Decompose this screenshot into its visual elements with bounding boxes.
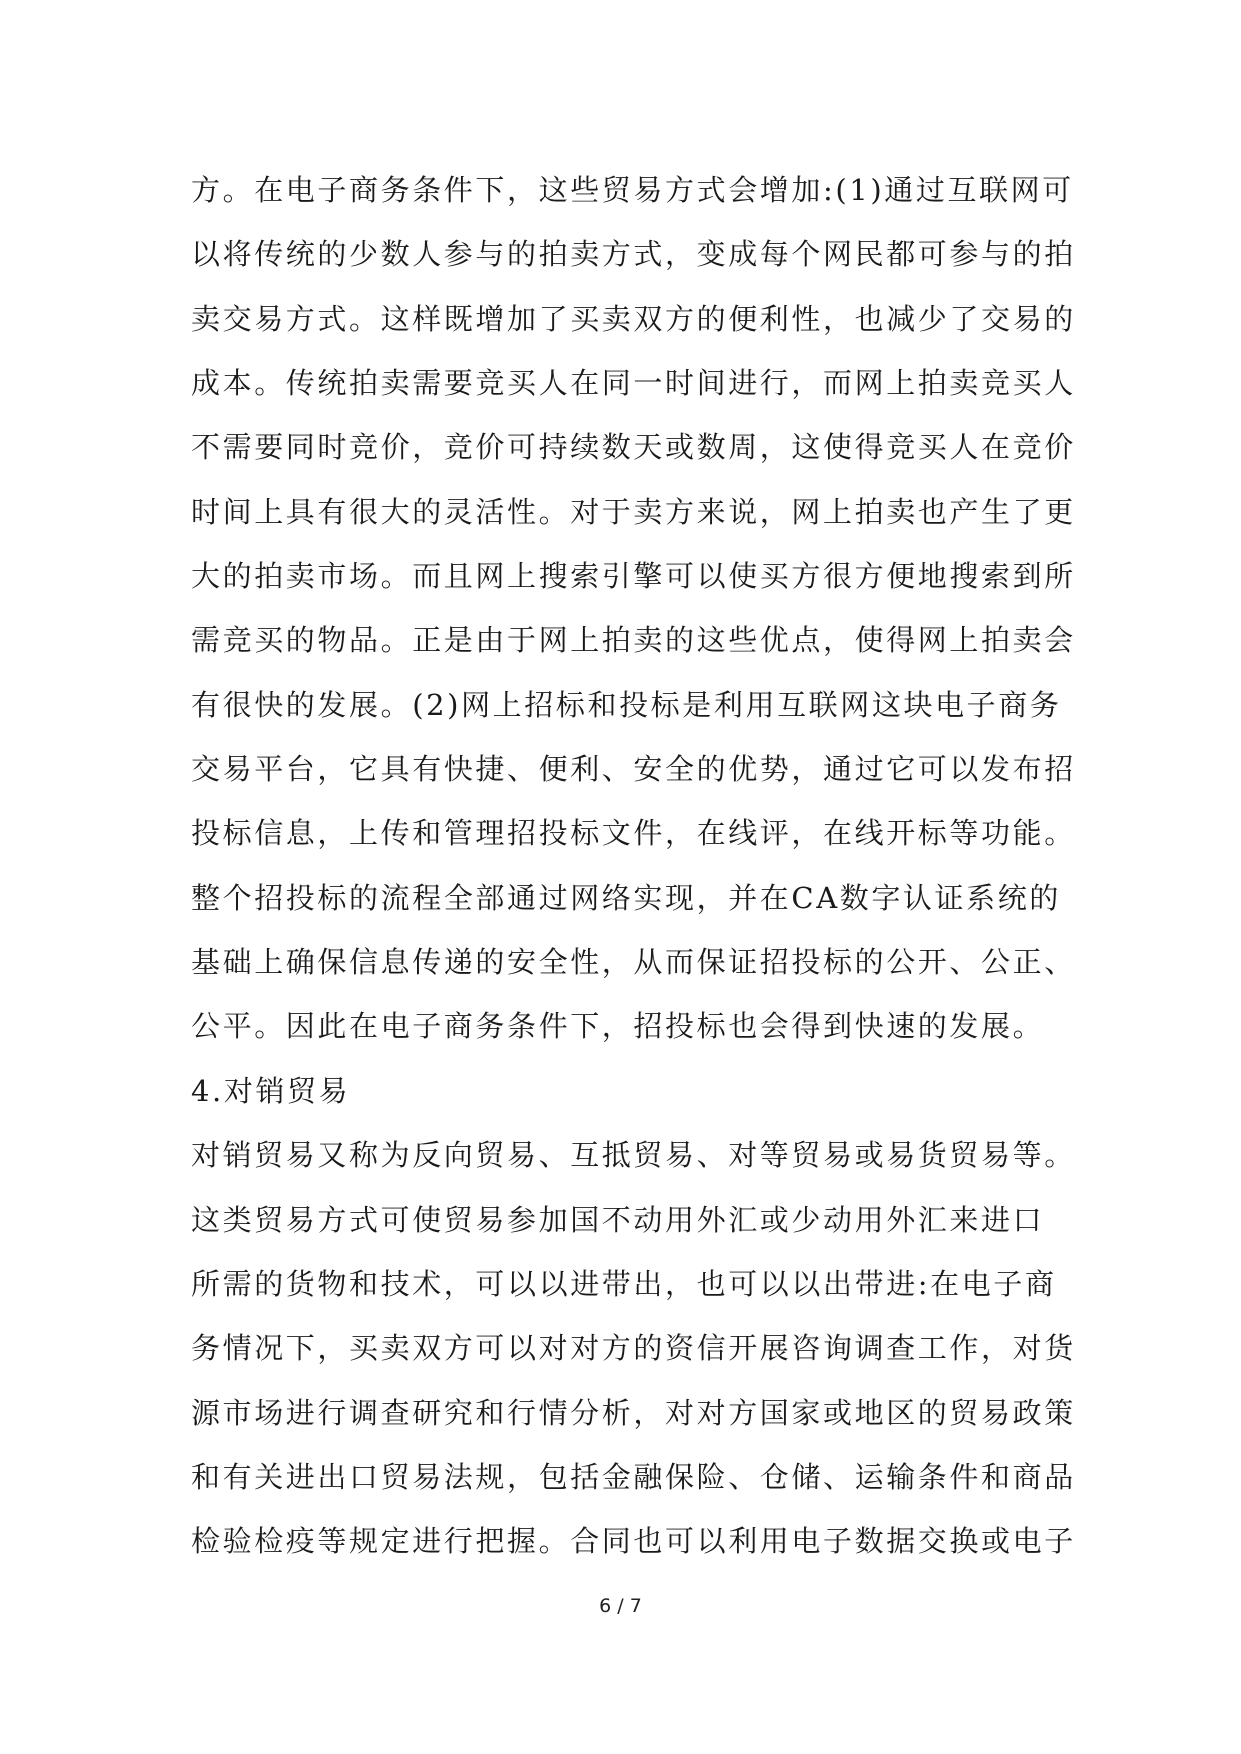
text-line: 检验检疫等规定进行把握。合同也可以利用电子数据交换或电子 — [191, 1524, 1076, 1559]
text-line: 整个招投标的流程全部通过网络实现，并在CA数字认证系统的 — [191, 880, 1061, 915]
text-line: 需竞买的物品。正是由于网上拍卖的这些优点，使得网上拍卖会 — [191, 623, 1076, 658]
text-line: 对销贸易又称为反向贸易、互抵贸易、对等贸易或易货贸易等。 — [191, 1138, 1076, 1173]
text-line: 以将传统的少数人参与的拍卖方式，变成每个网民都可参与的拍 — [191, 237, 1076, 272]
text-line: 不需要同时竞价，竞价可持续数天或数周，这使得竞买人在竞价 — [191, 430, 1076, 465]
text-line: 和有关进出口贸易法规，包括金融保险、仓储、运输条件和商品 — [191, 1459, 1076, 1494]
text-line: 公平。因此在电子商务条件下，招投标也会得到快速的发展。 — [191, 1009, 1045, 1044]
text-line: 有很快的发展。(2)网上招标和投标是利用互联网这块电子商务 — [191, 687, 1062, 722]
text-line: 源市场进行调查研究和行情分析，对对方国家或地区的贸易政策 — [191, 1395, 1076, 1430]
section-heading: 4.对销贸易 — [191, 1073, 351, 1108]
page-number: 6 / 7 — [599, 1595, 642, 1617]
text-line: 时间上具有很大的灵活性。对于卖方来说，网上拍卖也产生了更 — [191, 494, 1076, 529]
text-line: 基础上确保信息传递的安全性，从而保证招投标的公开、公正、 — [191, 945, 1076, 980]
text-line: 投标信息，上传和管理招投标文件，在线评，在线开标等功能。 — [191, 816, 1076, 851]
text-line: 所需的货物和技术，可以以进带出，也可以以出带进:在电子商 — [191, 1266, 1057, 1301]
text-line: 大的拍卖市场。而且网上搜索引擎可以使买方很方便地搜索到所 — [191, 559, 1076, 594]
text-line: 交易平台，它具有快捷、便利、安全的优势，通过它可以发布招 — [191, 752, 1076, 787]
body-text — [191, 158, 1076, 1574]
text-line: 卖交易方式。这样既增加了买卖双方的便利性，也减少了交易的 — [191, 301, 1076, 336]
text-line: 方。在电子商务条件下，这些贸易方式会增加:(1)通过互联网可 — [191, 173, 1074, 207]
text-line: 务情况下，买卖双方可以对对方的资信开展咨询调查工作，对货 — [191, 1331, 1076, 1366]
text-line: 成本。传统拍卖需要竞买人在同一时间进行，而网上拍卖竞买人 — [191, 366, 1076, 401]
text-line: 这类贸易方式可使贸易参加国不动用外汇或少动用外汇来进口 — [191, 1202, 1045, 1237]
